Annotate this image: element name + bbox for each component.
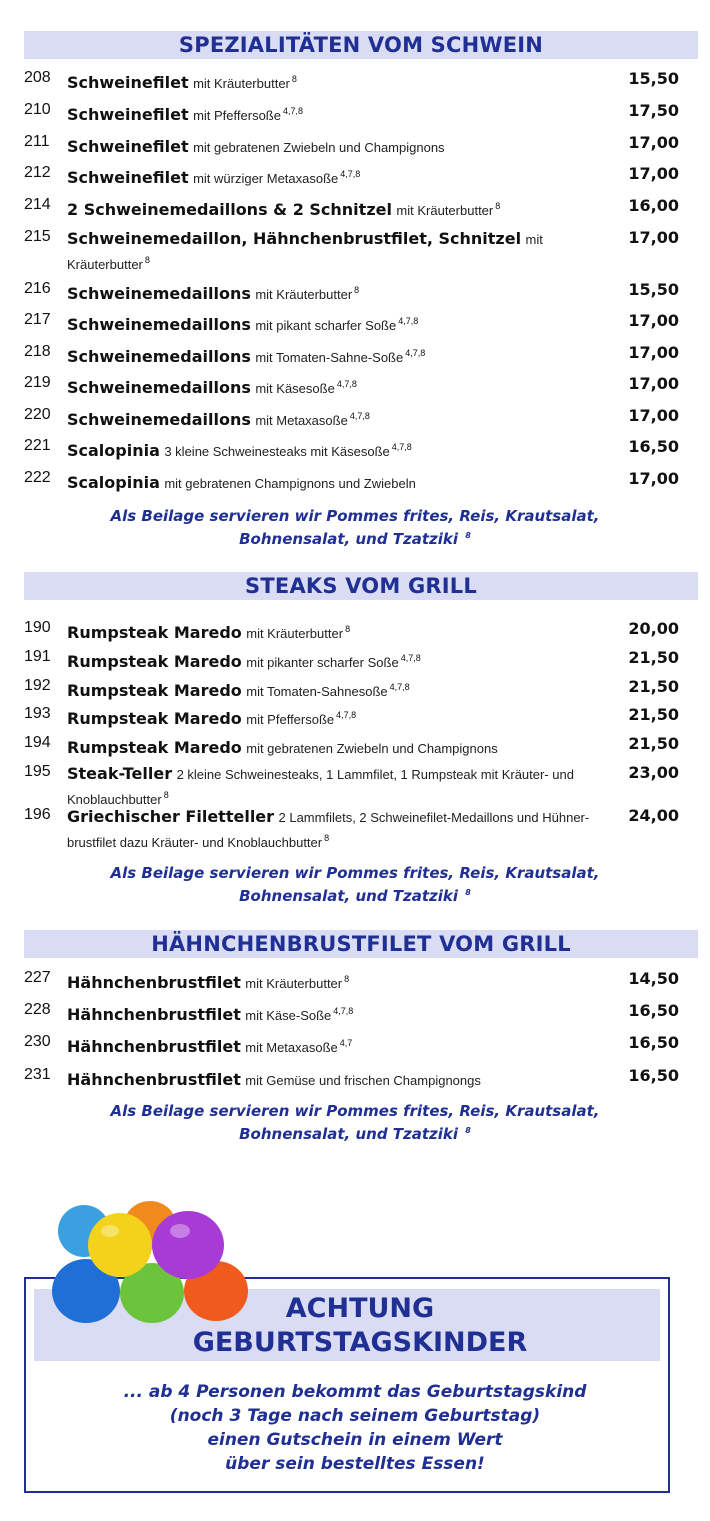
item-additives: 4,7,8 bbox=[398, 316, 419, 326]
note-line: Als Beilage servieren wir Pommes frites, Reis, Krautsalat, bbox=[110, 1102, 600, 1120]
item-details: mit Pfeffersoße bbox=[246, 712, 335, 727]
note-line: Als Beilage servieren wir Pommes frites, Reis, Krautsalat, bbox=[110, 507, 600, 525]
item-price: 17,00 bbox=[628, 133, 679, 152]
item-price: 24,00 bbox=[628, 806, 679, 825]
promo-text bbox=[0, 1380, 710, 1476]
item-details: mit Gemüse und frischen Champignongs bbox=[245, 1073, 481, 1088]
item-description bbox=[67, 969, 607, 994]
item-number: 219 bbox=[24, 374, 51, 391]
item-description bbox=[67, 705, 607, 730]
item-price: 21,50 bbox=[628, 677, 679, 696]
item-name: Hähnchenbrustfilet bbox=[67, 973, 241, 992]
note-line: Bohnensalat, und Tzatziki bbox=[239, 530, 459, 548]
side-dish-note-steaks bbox=[0, 863, 710, 906]
item-name: 2 Schweinemedaillons & 2 Schnitzel bbox=[67, 200, 392, 219]
item-name: Rumpsteak Maredo bbox=[67, 709, 242, 728]
item-price: 17,00 bbox=[628, 406, 679, 425]
item-details: mit Kräuterbutter bbox=[255, 287, 353, 302]
item-price: 17,00 bbox=[628, 374, 679, 393]
item-number: 221 bbox=[24, 437, 51, 454]
item-price: 17,00 bbox=[628, 228, 679, 247]
note-line: Bohnensalat, und Tzatziki bbox=[239, 887, 459, 905]
item-description bbox=[67, 437, 607, 462]
item-additives: 8 bbox=[163, 790, 169, 800]
promo-title-line1: ACHTUNG bbox=[285, 1293, 435, 1324]
item-name: Schweinemedaillons bbox=[67, 347, 251, 366]
item-price: 21,50 bbox=[628, 648, 679, 667]
item-number: 230 bbox=[24, 1033, 51, 1050]
item-price: 16,50 bbox=[628, 1001, 679, 1020]
item-description bbox=[67, 469, 607, 494]
item-description bbox=[67, 228, 607, 275]
item-price: 17,00 bbox=[628, 343, 679, 362]
item-number: 195 bbox=[24, 763, 51, 780]
item-additives: 4,7,8 bbox=[391, 442, 412, 452]
promo-title-line2: GEBURTSTAGSKINDER bbox=[192, 1327, 528, 1358]
item-additives: 8 bbox=[354, 285, 360, 295]
item-name: Scalopinia bbox=[67, 473, 160, 492]
item-description bbox=[67, 619, 607, 644]
item-additives: 8 bbox=[495, 201, 501, 211]
item-number: 210 bbox=[24, 101, 51, 118]
item-name: Hähnchenbrustfilet bbox=[67, 1005, 241, 1024]
item-price: 20,00 bbox=[628, 619, 679, 638]
item-number: 217 bbox=[24, 311, 51, 328]
item-description bbox=[67, 1033, 607, 1058]
item-details: mit gebratenen Zwiebeln und Champignons bbox=[193, 140, 445, 155]
side-dish-note-schwein bbox=[0, 506, 710, 549]
item-name: Rumpsteak Maredo bbox=[67, 738, 242, 757]
item-additives: 4,7,8 bbox=[282, 106, 303, 116]
item-number: 215 bbox=[24, 228, 51, 245]
item-price: 21,50 bbox=[628, 734, 679, 753]
item-number: 190 bbox=[24, 619, 51, 636]
item-price: 17,00 bbox=[628, 311, 679, 330]
item-details: mit Kräuterbutter bbox=[245, 976, 343, 991]
item-number: 231 bbox=[24, 1066, 51, 1083]
promo-text-line: (noch 3 Tage nach seinem Geburtstag) bbox=[169, 1406, 541, 1426]
item-price: 23,00 bbox=[628, 763, 679, 782]
item-description bbox=[67, 806, 607, 853]
item-description bbox=[67, 343, 607, 368]
item-name: Schweinemedaillons bbox=[67, 410, 251, 429]
item-description bbox=[67, 133, 607, 158]
note-superscript: 8 bbox=[465, 531, 471, 540]
item-additives: 8 bbox=[144, 255, 150, 265]
item-additives: 8 bbox=[344, 974, 350, 984]
item-description bbox=[67, 648, 607, 673]
section-header-steaks: STEAKS VOM GRILL bbox=[24, 572, 698, 600]
item-name: Rumpsteak Maredo bbox=[67, 652, 242, 671]
item-number: 192 bbox=[24, 677, 51, 694]
item-details: mit gebratenen Zwiebeln und Champignons bbox=[246, 741, 498, 756]
item-description bbox=[67, 280, 607, 305]
item-price: 16,50 bbox=[628, 1033, 679, 1052]
section-header-haehnchen: HÄHNCHENBRUSTFILET VOM GRILL bbox=[24, 930, 698, 958]
side-dish-note-haehnchen bbox=[0, 1101, 710, 1144]
item-name: Schweinemedaillons bbox=[67, 315, 251, 334]
item-name: Schweinefilet bbox=[67, 168, 189, 187]
item-description bbox=[67, 677, 607, 702]
item-additives: 4,7,8 bbox=[349, 411, 370, 421]
item-name: Schweinemedaillon, Hähnchenbrustfilet, Schnitzel bbox=[67, 229, 522, 248]
item-name: Schweinefilet bbox=[67, 73, 189, 92]
item-details: mit gebratenen Champignons und Zwiebeln bbox=[164, 476, 416, 491]
item-description bbox=[67, 406, 607, 431]
item-price: 16,50 bbox=[628, 437, 679, 456]
item-details: mit Tomaten-Sahnesoße bbox=[246, 684, 388, 699]
item-description bbox=[67, 311, 607, 336]
item-details: mit Kräuterbutter bbox=[193, 76, 290, 91]
note-superscript: 8 bbox=[465, 1126, 471, 1135]
item-additives: 4,7,8 bbox=[400, 653, 421, 663]
item-number: 194 bbox=[24, 734, 51, 751]
item-number: 218 bbox=[24, 343, 51, 360]
item-details: mit Pfeffersoße bbox=[193, 108, 281, 123]
item-price: 15,50 bbox=[628, 280, 679, 299]
item-details: mit pikant scharfer Soße bbox=[255, 318, 397, 333]
item-additives: 4,7,8 bbox=[405, 348, 426, 358]
item-description bbox=[67, 69, 607, 94]
item-number: 220 bbox=[24, 406, 51, 423]
item-name: Schweinefilet bbox=[67, 105, 189, 124]
promo-text-line: einen Gutschein in einem Wert bbox=[207, 1430, 503, 1450]
item-additives: 8 bbox=[291, 74, 297, 84]
item-details: mit Käse-Soße bbox=[245, 1008, 332, 1023]
item-additives: 4,7,8 bbox=[389, 682, 410, 692]
item-additives: 4,7,8 bbox=[333, 1006, 354, 1016]
promo-text-line: über sein bestelltes Essen! bbox=[225, 1454, 485, 1474]
item-price: 15,50 bbox=[628, 69, 679, 88]
item-additives: 8 bbox=[345, 624, 351, 634]
item-details: mit würziger Metaxasoße bbox=[193, 171, 339, 186]
item-description bbox=[67, 374, 607, 399]
item-description bbox=[67, 734, 607, 759]
item-description bbox=[67, 763, 607, 810]
item-details: 3 kleine Schweinesteaks mit Käsesoße bbox=[164, 444, 390, 459]
item-additives: 4,7,8 bbox=[336, 379, 357, 389]
item-name: Rumpsteak Maredo bbox=[67, 681, 242, 700]
note-line: Bohnensalat, und Tzatziki bbox=[239, 1125, 459, 1143]
item-name: Hähnchenbrustfilet bbox=[67, 1070, 241, 1089]
item-details: 2 Lammfilets, 2 Schweinefilet-Medaillons und Hühner-brustfilet dazu Kräuter- und Knoblauchbutter bbox=[67, 810, 590, 850]
item-description bbox=[67, 196, 607, 221]
item-description bbox=[67, 1066, 607, 1091]
item-name: Schweinefilet bbox=[67, 137, 189, 156]
item-details: mit Käsesoße bbox=[255, 381, 335, 396]
item-additives: 4,7 bbox=[339, 1038, 353, 1048]
item-price: 16,00 bbox=[628, 196, 679, 215]
item-details: mit Kräuterbutter bbox=[396, 203, 494, 218]
item-number: 196 bbox=[24, 806, 51, 823]
item-number: 227 bbox=[24, 969, 51, 986]
item-number: 191 bbox=[24, 648, 51, 665]
item-description bbox=[67, 1001, 607, 1026]
item-number: 193 bbox=[24, 705, 51, 722]
item-additives: 4,7,8 bbox=[336, 710, 357, 720]
item-price: 16,50 bbox=[628, 1066, 679, 1085]
item-name: Steak-Teller bbox=[67, 764, 173, 783]
note-line: Als Beilage servieren wir Pommes frites, Reis, Krautsalat, bbox=[110, 864, 600, 882]
item-number: 212 bbox=[24, 164, 51, 181]
item-details: mit Kräuterbutter bbox=[67, 232, 543, 272]
item-number: 211 bbox=[24, 133, 50, 150]
item-price: 14,50 bbox=[628, 969, 679, 988]
item-name: Rumpsteak Maredo bbox=[67, 623, 242, 642]
item-number: 228 bbox=[24, 1001, 51, 1018]
item-price: 17,00 bbox=[628, 164, 679, 183]
item-details: 2 kleine Schweinesteaks, 1 Lammfilet, 1 Rumpsteak mit Kräuter- und Knoblauchbutter bbox=[67, 767, 574, 807]
item-number: 222 bbox=[24, 469, 51, 486]
item-number: 214 bbox=[24, 196, 51, 213]
item-price: 21,50 bbox=[628, 705, 679, 724]
item-details: mit Metaxasoße bbox=[245, 1040, 338, 1055]
promo-text-line: ... ab 4 Personen bekommt das Geburtstagskind bbox=[123, 1382, 587, 1402]
balloons-icon bbox=[40, 1195, 260, 1345]
note-superscript: 8 bbox=[465, 888, 471, 897]
item-price: 17,00 bbox=[628, 469, 679, 488]
item-name: Scalopinia bbox=[67, 441, 160, 460]
item-description bbox=[67, 164, 607, 189]
item-name: Schweinemedaillons bbox=[67, 284, 251, 303]
item-number: 216 bbox=[24, 280, 51, 297]
item-details: mit Kräuterbutter bbox=[246, 626, 344, 641]
section-header-schwein: SPEZIALITÄTEN VOM SCHWEIN bbox=[24, 31, 698, 59]
item-number: 208 bbox=[24, 69, 51, 86]
item-details: mit Tomaten-Sahne-Soße bbox=[255, 350, 404, 365]
item-price: 17,50 bbox=[628, 101, 679, 120]
item-name: Schweinemedaillons bbox=[67, 378, 251, 397]
item-description bbox=[67, 101, 607, 126]
item-details: mit pikanter scharfer Soße bbox=[246, 655, 399, 670]
item-name: Hähnchenbrustfilet bbox=[67, 1037, 241, 1056]
item-additives: 4,7,8 bbox=[340, 169, 361, 179]
item-additives: 8 bbox=[324, 833, 330, 843]
item-details: mit Metaxasoße bbox=[255, 413, 348, 428]
item-name: Griechischer Filetteller bbox=[67, 807, 275, 826]
